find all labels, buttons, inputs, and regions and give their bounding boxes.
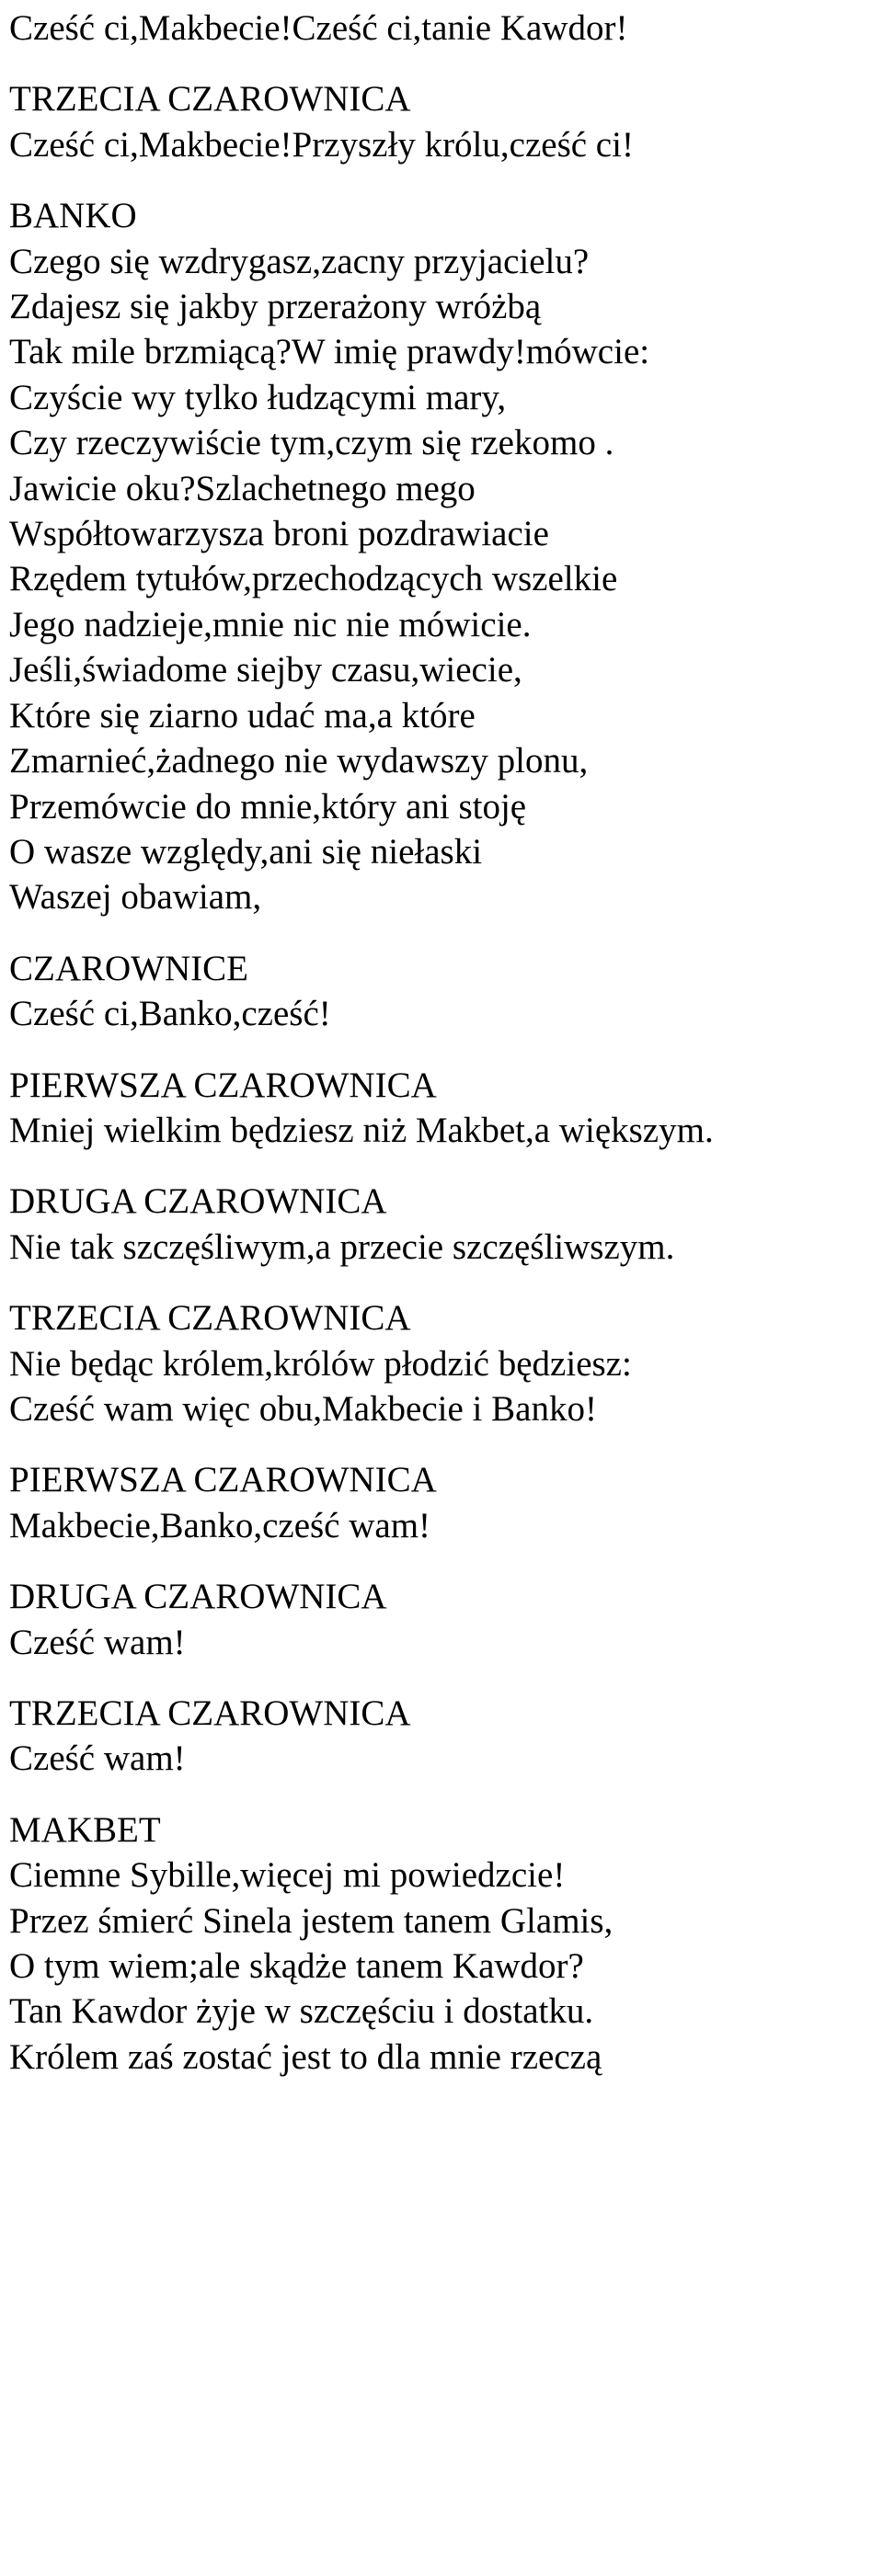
verse-line: Waszej obawiam, [9,877,262,918]
speech-block [9,1179,874,1270]
verse-line: Cześć ci,Banko,cześć! [9,994,331,1034]
verse-line: Współtowarzysza broni pozdrawiacie [9,514,549,554]
speech-block [9,6,874,51]
verse-line: Królem zaś zostać jest to dla mnie rzeczą [9,2036,602,2077]
speech-block [9,1807,874,2080]
speech-block [9,1457,874,1548]
verse-line: Zdajesz się jakby przerażony wróżbą [9,287,542,327]
speech-block [9,1691,874,1782]
verse-line: Rzędem tytułów,przechodzących wszelkie [9,559,618,599]
verse-line: Nie tak szczęśliwym,a przecie szczęśliwszym. [9,1226,675,1267]
speech-block [9,1574,874,1665]
document-text [9,6,874,2105]
verse-line: Zmarnieć,żadnego nie wydawszy plonu, [9,741,589,781]
speaker-name: TRZECIA CZAROWNICA [9,1298,411,1339]
speaker-name: PIERWSZA CZAROWNICA [9,1065,437,1105]
verse-line: Przez śmierć Sinela jestem tanem Glamis, [9,1900,614,1941]
verse-line: Cześć wam! [9,1738,186,1779]
speaker-name: PIERWSZA CZAROWNICA [9,1460,437,1500]
speech-block [9,946,874,1037]
speaker-name: CZAROWNICE [9,948,248,988]
verse-line: O tym wiem;ale skądże tanem Kawdor? [9,1946,584,1987]
verse-line: Mniej wielkim będziesz niż Makbet,a większym. [9,1110,714,1150]
verse-line: Cześć wam! [9,1622,186,1662]
verse-line: Nie będąc królem,królów płodzić będziesz: [9,1343,632,1384]
speaker-name: DRUGA CZAROWNICA [9,1577,387,1617]
verse-line: Czyście wy tylko łudzącymi mary, [9,377,507,417]
speech-block [9,1063,874,1154]
verse-line: Jego nadzieje,mnie nic nie mówicie. [9,604,532,644]
speech-block [9,193,874,920]
speaker-name: TRZECIA CZAROWNICA [9,1693,411,1733]
verse-line: Cześć ci,Makbecie!Przyszły królu,cześć ci! [9,124,634,165]
verse-line: Tan Kawdor żyje w szczęściu i dostatku. [9,1991,594,2032]
verse-line: Ciemne Sybille,więcej mi powiedzcie! [9,1855,566,1896]
verse-line: Czego się wzdrygasz,zacny przyjacielu? [9,241,590,281]
verse-line: Makbecie,Banko,cześć wam! [9,1505,431,1545]
verse-line: Które się ziarno udać ma,a które [9,695,476,735]
verse-line: Jawicie oku?Szlachetnego mego [9,468,476,508]
verse-line: Cześć ci,Makbecie!Cześć ci,tanie Kawdor! [9,8,628,48]
speaker-name: MAKBET [9,1809,161,1850]
speaker-name: BANKO [9,196,137,236]
speech-block [9,76,874,167]
verse-line: O wasze względy,ani się niełaski [9,831,483,872]
speaker-name: DRUGA CZAROWNICA [9,1181,387,1222]
verse-line: Tak mile brzmiącą?W imię prawdy!mówcie: [9,332,650,372]
verse-line: Jeśli,świadome siejby czasu,wiecie, [9,650,522,690]
verse-line: Cześć wam więc obu,Makbecie i Banko! [9,1388,597,1429]
verse-line: Przemówcie do mnie,który ani stoję [9,786,527,826]
verse-line: Czy rzeczywiście tym,czym się rzekomo . [9,423,614,463]
speech-block [9,1295,874,1431]
speaker-name: TRZECIA CZAROWNICA [9,79,411,120]
